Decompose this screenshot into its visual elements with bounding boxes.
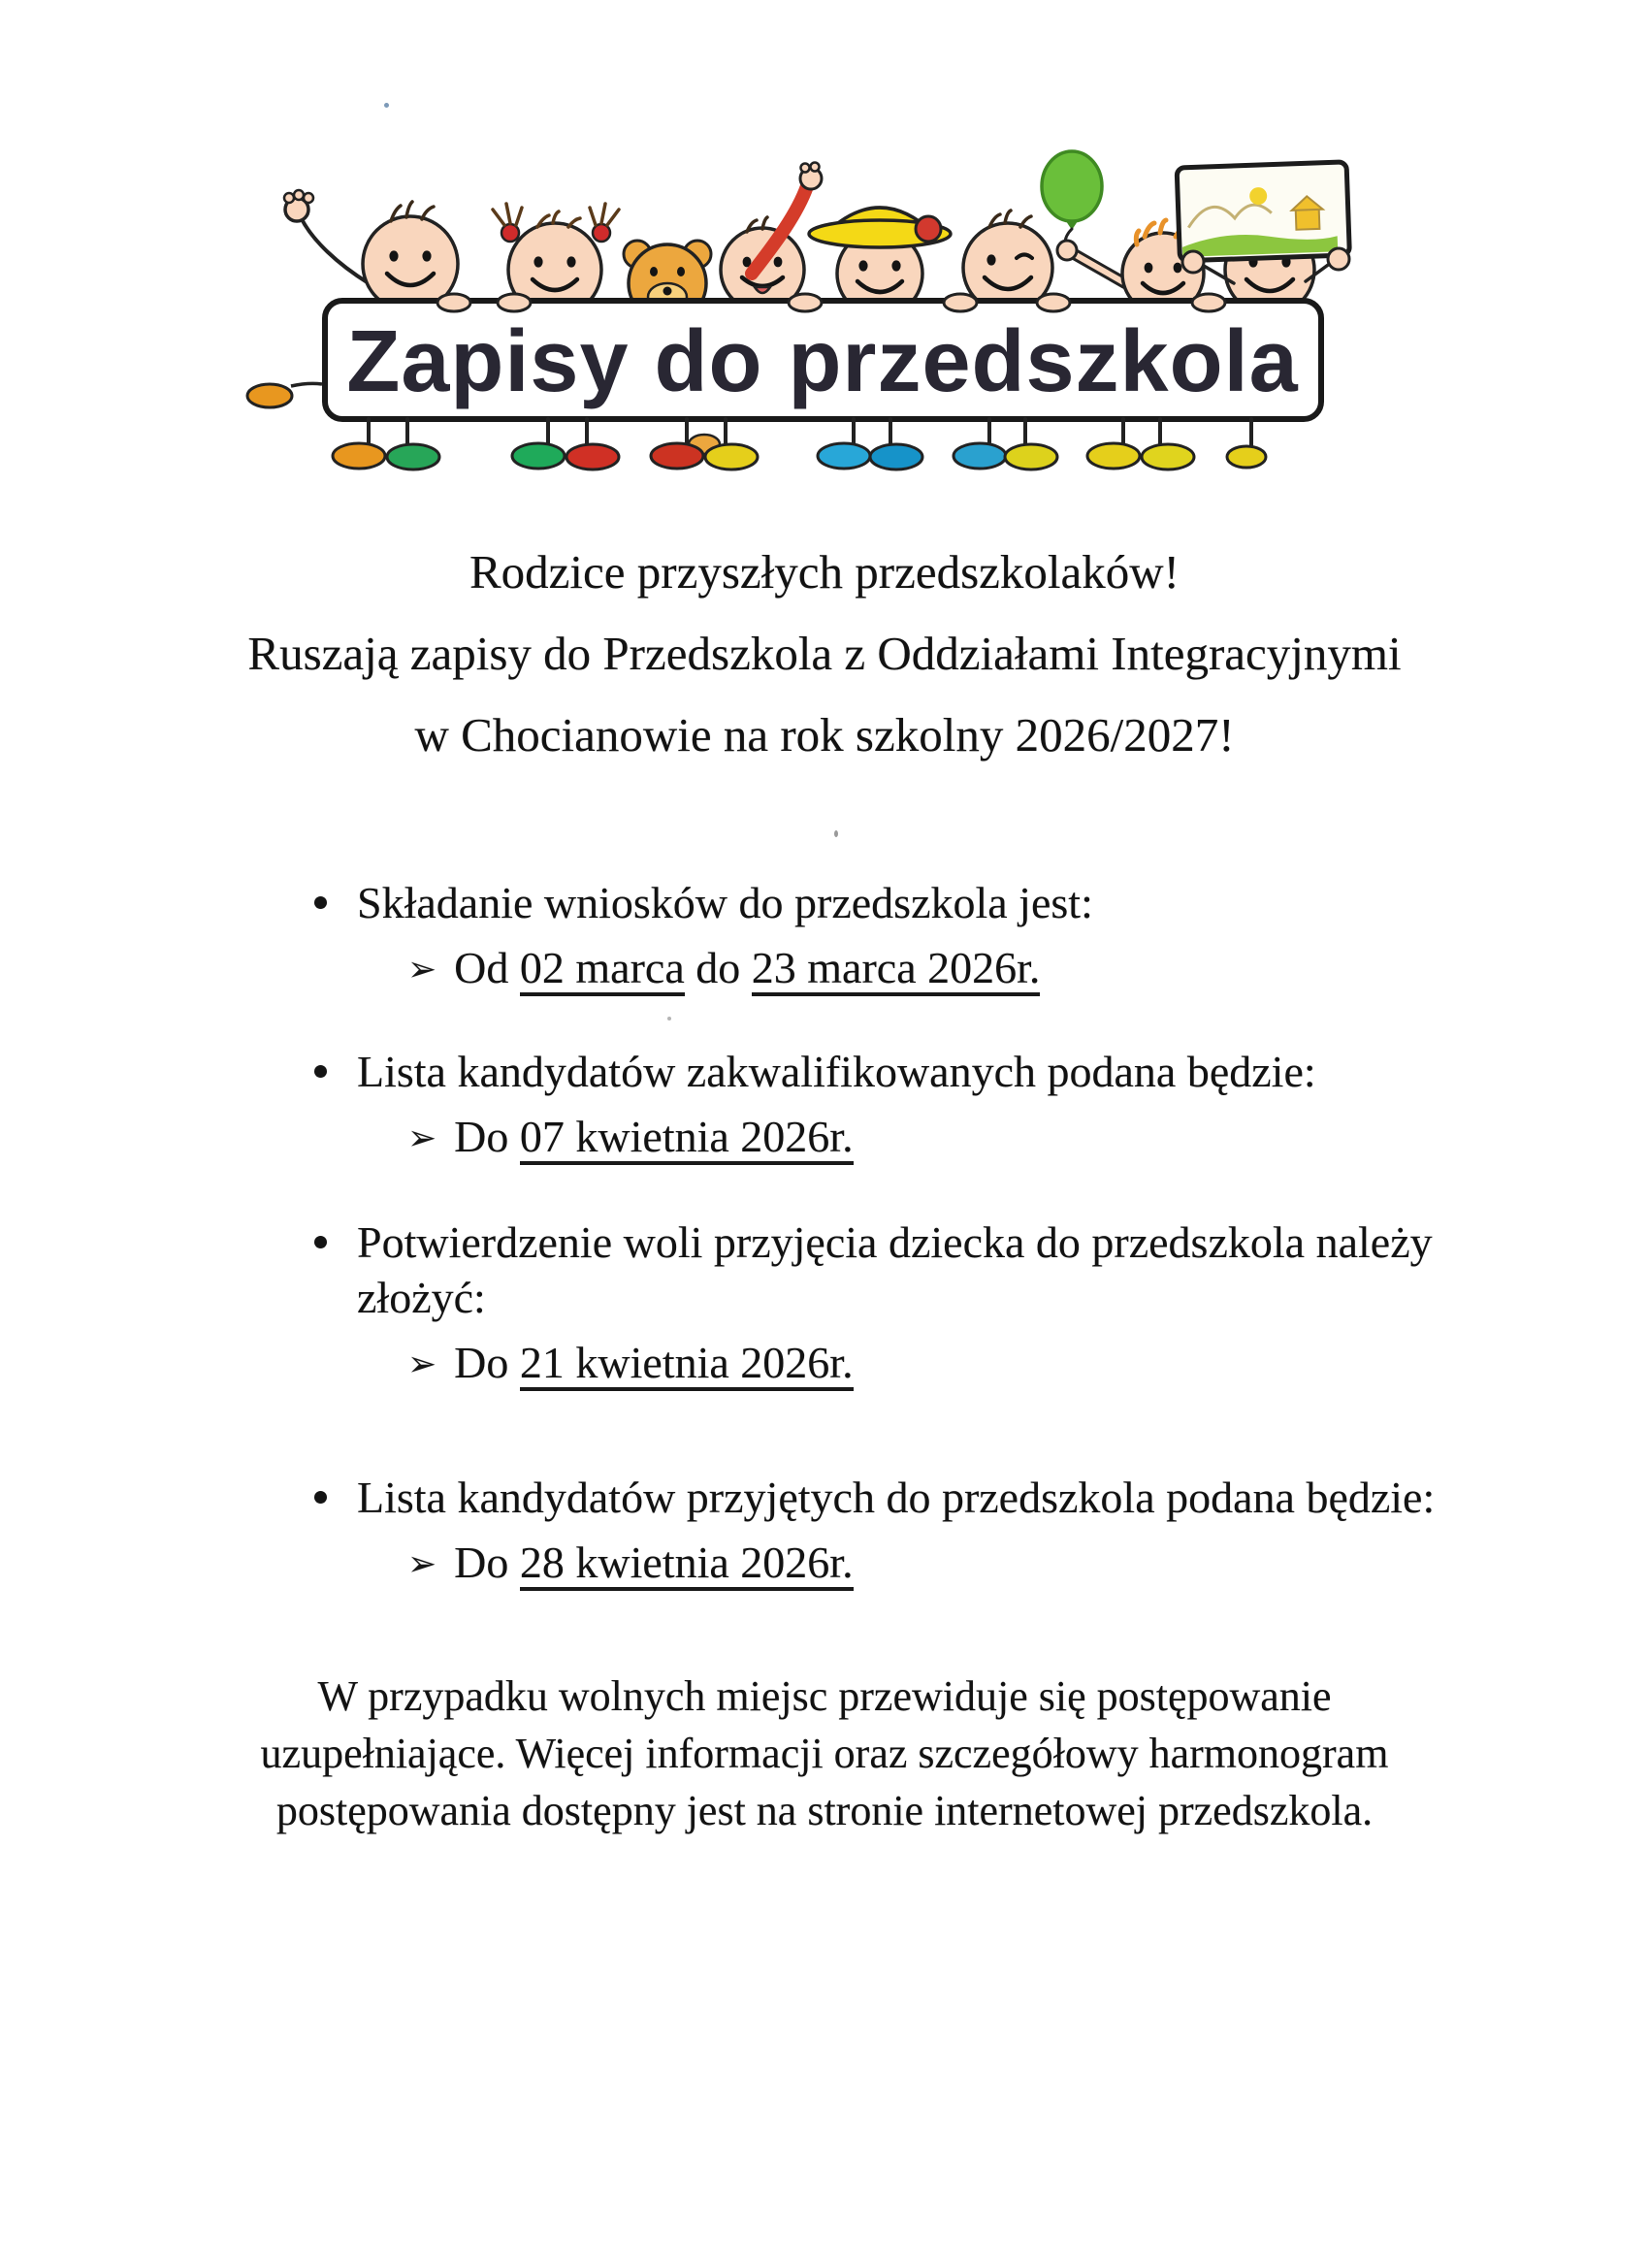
banner-clipart: [223, 136, 1358, 485]
list-item-date: [357, 1335, 1469, 1394]
list-item-label: Składanie wniosków do przedszkola jest:: [357, 878, 1093, 927]
list-item: [314, 1044, 1469, 1168]
list-item-date: [357, 1109, 1469, 1168]
date-text: do: [684, 943, 752, 992]
heading-line-2: Ruszają zapisy do Przedszkola z Oddziałami Integracyjnymi: [247, 627, 1402, 680]
list-item-label: Lista kandydatów przyjętych do przedszkola podana będzie:: [357, 1473, 1436, 1522]
arrow-bullet-icon: ➢: [407, 1345, 437, 1384]
heading-line-1: Rodzice przyszłych przedszkolaków!: [469, 545, 1180, 599]
date-underlined: 07 kwietnia 2026r.: [520, 1112, 854, 1165]
list-item-date: [357, 940, 1469, 999]
bullet-dot-icon: [314, 896, 327, 909]
footer-paragraph: [0, 1668, 1649, 1839]
date-underlined: 21 kwietnia 2026r.: [520, 1338, 854, 1391]
list-item-date: [357, 1535, 1469, 1594]
list-item-label: Potwierdzenie woli przyjęcia dziecka do przedszkola należy złożyć:: [357, 1217, 1433, 1322]
date-text: Do: [454, 1112, 520, 1161]
arrow-bullet-icon: ➢: [407, 950, 437, 989]
list-item: [314, 1215, 1469, 1394]
arrow-bullet-icon: ➢: [407, 1118, 437, 1158]
date-underlined: 02 marca: [520, 943, 685, 996]
date-underlined: 28 kwietnia 2026r.: [520, 1538, 854, 1591]
date-text: Do: [454, 1338, 520, 1387]
bullet-dot-icon: [314, 1491, 327, 1504]
heading-block: [0, 532, 1649, 776]
date-underlined: 23 marca 2026r.: [752, 943, 1041, 996]
heading-line-3: w Chocianowie na rok szkolny 2026/2027!: [414, 708, 1235, 761]
footer-line-2: uzupełniające. Więcej informacji oraz szczegółowy harmonogram: [260, 1730, 1389, 1777]
list-item-label: Lista kandydatów zakwalifikowanych podana będzie:: [357, 1047, 1316, 1096]
list-item: [314, 1470, 1469, 1594]
scan-speck: [667, 1017, 671, 1021]
footer-line-1: W przypadku wolnych miejsc przewiduje się postępowanie: [317, 1672, 1332, 1720]
date-text: Do: [454, 1538, 520, 1587]
bullet-dot-icon: [314, 1236, 327, 1248]
banner-sign-label: Zapisy do przedszkola: [346, 313, 1299, 410]
list-item: [314, 875, 1469, 999]
children-sign-illustration: [223, 136, 1358, 485]
scan-speck: [834, 830, 838, 837]
arrow-bullet-icon: ➢: [407, 1544, 437, 1584]
scan-speck: [384, 103, 389, 108]
footer-line-3: postępowania dostępny jest na stronie internetowej przedszkola.: [275, 1787, 1374, 1834]
schedule-list: [314, 875, 1469, 1594]
date-text: Od: [454, 943, 520, 992]
bullet-dot-icon: [314, 1065, 327, 1078]
